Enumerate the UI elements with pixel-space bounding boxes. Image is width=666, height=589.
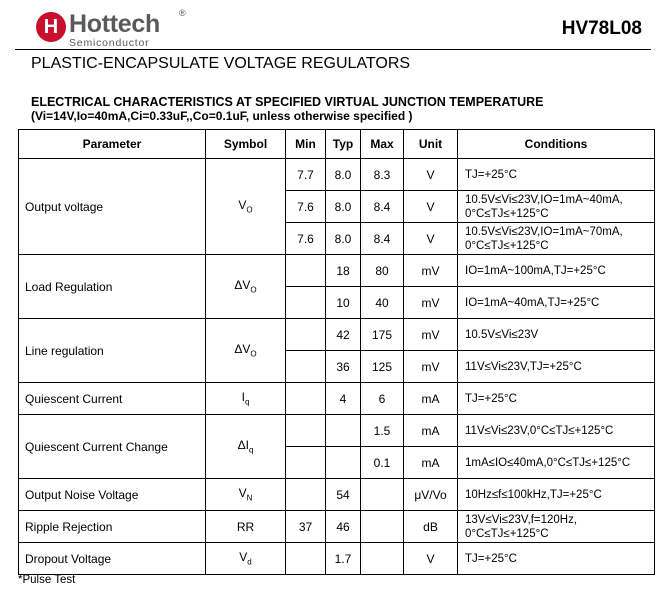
unit-cell: mV — [404, 351, 458, 383]
condition-cell: 13V≤Vi≤23V,f=120Hz, 0°C≤TJ≤+125°C — [458, 511, 655, 543]
min-cell — [286, 447, 326, 479]
min-cell — [286, 287, 326, 319]
max-cell: 1.5 — [361, 415, 404, 447]
header-cell: Conditions — [458, 130, 655, 159]
typ-cell: 8.0 — [326, 159, 361, 191]
header-cell: Min — [286, 130, 326, 159]
typ-cell: 18 — [326, 255, 361, 287]
symbol-cell: $I_q$ — [206, 383, 286, 415]
min-cell: 7.6 — [286, 223, 326, 255]
parameter-cell: Output voltage — [19, 159, 206, 255]
brand-logo — [36, 10, 196, 50]
symbol-cell: $V_N$ — [206, 479, 286, 511]
min-cell — [286, 543, 326, 575]
typ-cell: 42 — [326, 319, 361, 351]
table-row — [19, 255, 655, 287]
typ-cell — [326, 415, 361, 447]
parameter-cell: Quiescent Current — [19, 383, 206, 415]
typ-cell: 4 — [326, 383, 361, 415]
condition-cell: 11V≤Vi≤23V,0°C≤TJ≤+125°C — [458, 415, 655, 447]
unit-cell: V — [404, 159, 458, 191]
parameter-cell: Quiescent Current Change — [19, 415, 206, 479]
table-row — [19, 479, 655, 511]
header-cell: Symbol — [206, 130, 286, 159]
typ-cell — [326, 447, 361, 479]
table-row — [19, 511, 655, 543]
unit-cell: mV — [404, 255, 458, 287]
condition-cell: 1mA≤IO≤40mA,0°C≤TJ≤+125°C — [458, 447, 655, 479]
condition-cell: IO=1mA~100mA,TJ=+25°C — [458, 255, 655, 287]
part-number: HV78L08 — [561, 18, 642, 39]
typ-cell: 46 — [326, 511, 361, 543]
table-row — [19, 383, 655, 415]
unit-cell: mV — [404, 287, 458, 319]
parameter-cell: Dropout Voltage — [19, 543, 206, 575]
condition-cell: 10Hz≤f≤100kHz,TJ=+25°C — [458, 479, 655, 511]
max-cell — [361, 479, 404, 511]
min-cell: 7.6 — [286, 191, 326, 223]
typ-cell: 8.0 — [326, 191, 361, 223]
section-conditions: (Vi=14V,Io=40mA,Ci=0.33uF,,Co=0.1uF, unless otherwise specified ) — [31, 109, 413, 123]
condition-cell: IO=1mA~40mA,TJ=+25°C — [458, 287, 655, 319]
min-cell — [286, 351, 326, 383]
condition-cell: TJ=+25°C — [458, 159, 655, 191]
min-cell: 37 — [286, 511, 326, 543]
unit-cell: mA — [404, 383, 458, 415]
typ-cell: 54 — [326, 479, 361, 511]
brand-name: Hottech — [69, 10, 160, 38]
footnote: *Pulse Test — [18, 574, 76, 586]
typ-cell: 10 — [326, 287, 361, 319]
condition-cell: TJ=+25°C — [458, 543, 655, 575]
typ-cell: 8.0 — [326, 223, 361, 255]
max-cell: 8.4 — [361, 223, 404, 255]
symbol-cell: $V_O$ — [206, 159, 286, 255]
parameter-cell: Ripple Rejection — [19, 511, 206, 543]
max-cell: 80 — [361, 255, 404, 287]
table-row — [19, 415, 655, 447]
max-cell: 175 — [361, 319, 404, 351]
header-cell: Typ — [326, 130, 361, 159]
unit-cell: V — [404, 191, 458, 223]
min-cell — [286, 415, 326, 447]
min-cell — [286, 255, 326, 287]
typ-cell: 36 — [326, 351, 361, 383]
section-title: ELECTRICAL CHARACTERISTICS AT SPECIFIED VIRTUAL JUNCTION TEMPERATURE — [31, 95, 544, 109]
max-cell: 40 — [361, 287, 404, 319]
unit-cell: mA — [404, 447, 458, 479]
characteristics-table — [18, 129, 655, 575]
unit-cell: mA — [404, 415, 458, 447]
document-subtitle: PLASTIC-ENCAPSULATE VOLTAGE REGULATORS — [31, 55, 411, 72]
min-cell: 7.7 — [286, 159, 326, 191]
min-cell — [286, 383, 326, 415]
parameter-cell: Output Noise Voltage — [19, 479, 206, 511]
unit-cell: dB — [404, 511, 458, 543]
unit-cell: μV/Vo — [404, 479, 458, 511]
min-cell — [286, 479, 326, 511]
registered-mark: ® — [179, 8, 186, 18]
max-cell — [361, 543, 404, 575]
max-cell: 6 — [361, 383, 404, 415]
header-cell: Parameter — [19, 130, 206, 159]
condition-cell: 10.5V≤Vi≤23V — [458, 319, 655, 351]
unit-cell: mV — [404, 319, 458, 351]
condition-cell: 10.5V≤Vi≤23V,IO=1mA~40mA, 0°C≤TJ≤+125°C — [458, 191, 655, 223]
table-row — [19, 319, 655, 351]
parameter-cell: Line regulation — [19, 319, 206, 383]
symbol-cell: $\Delta V_O$ — [206, 255, 286, 319]
max-cell — [361, 511, 404, 543]
header-cell: Max — [361, 130, 404, 159]
unit-cell: V — [404, 223, 458, 255]
header-divider — [15, 49, 651, 50]
max-cell: 8.3 — [361, 159, 404, 191]
condition-cell: 10.5V≤Vi≤23V,IO=1mA~70mA, 0°C≤TJ≤+125°C — [458, 223, 655, 255]
condition-cell: TJ=+25°C — [458, 383, 655, 415]
symbol-cell: $V_d$ — [206, 543, 286, 575]
symbol-cell: $\Delta V_O$ — [206, 319, 286, 383]
table-row — [19, 543, 655, 575]
table-header-row — [19, 130, 655, 159]
condition-cell: 11V≤Vi≤23V,TJ=+25°C — [458, 351, 655, 383]
parameter-cell: Load Regulation — [19, 255, 206, 319]
brand-subtitle: Semiconductor — [69, 37, 150, 49]
logo-mark-icon — [36, 12, 66, 42]
max-cell: 8.4 — [361, 191, 404, 223]
table-row — [19, 159, 655, 191]
max-cell: 0.1 — [361, 447, 404, 479]
max-cell: 125 — [361, 351, 404, 383]
symbol-cell: $\Delta I_q$ — [206, 415, 286, 479]
unit-cell: V — [404, 543, 458, 575]
table-body — [19, 159, 655, 575]
min-cell — [286, 319, 326, 351]
header-cell: Unit — [404, 130, 458, 159]
symbol-cell: RR — [206, 511, 286, 543]
typ-cell: 1.7 — [326, 543, 361, 575]
logo-glyph: H — [43, 16, 59, 38]
